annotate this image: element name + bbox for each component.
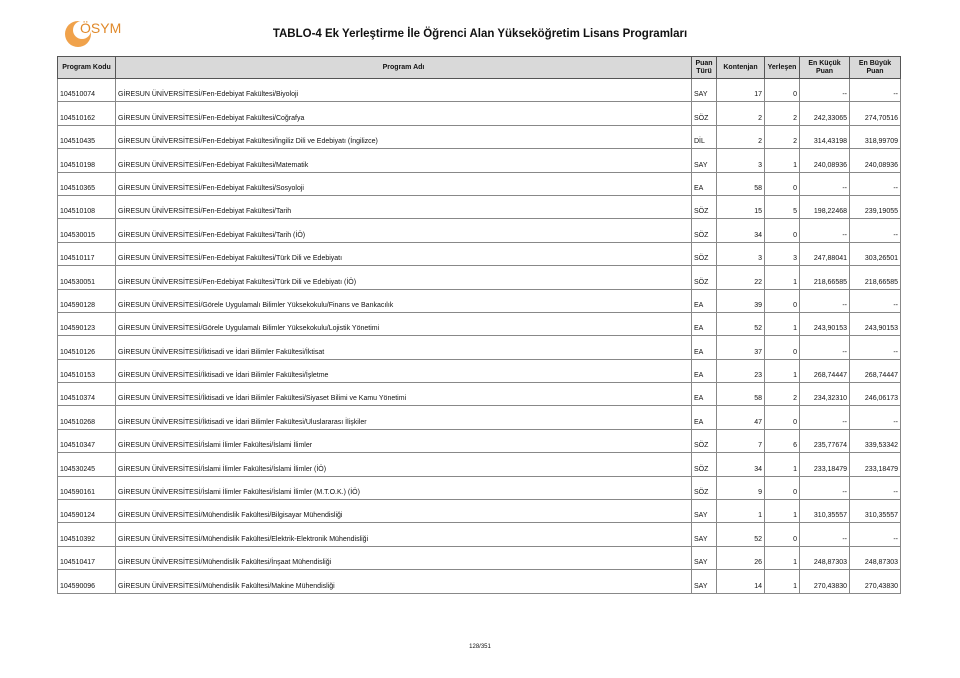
cell-score-type: SÖZ <box>692 453 717 476</box>
cell-score-type: SAY <box>692 500 717 523</box>
cell-program-name: GİRESUN ÜNİVERSİTESİ/İktisadi ve İdari Bilimler Fakültesi/İktisat <box>116 336 692 359</box>
cell-quota: 22 <box>717 266 765 289</box>
cell-max-score: 233,18479 <box>850 453 901 476</box>
cell-program-code: 104530051 <box>58 266 116 289</box>
table-row <box>58 406 901 429</box>
cell-score-type: SAY <box>692 570 717 593</box>
cell-program-name: GİRESUN ÜNİVERSİTESİ/İktisadi ve İdari Bilimler Fakültesi/Siyaset Bilimi ve Kamu Yönetimi <box>116 383 692 406</box>
cell-program-code: 104510365 <box>58 172 116 195</box>
col-header-program-code: Program Kodu <box>58 57 116 79</box>
cell-score-type: EA <box>692 406 717 429</box>
cell-quota: 1 <box>717 500 765 523</box>
cell-quota: 58 <box>717 172 765 195</box>
table-row <box>58 312 901 335</box>
cell-program-code: 104590096 <box>58 570 116 593</box>
cell-min-score: 243,90153 <box>800 312 850 335</box>
cell-program-name: GİRESUN ÜNİVERSİTESİ/İktisadi ve İdari Bilimler Fakültesi/İşletme <box>116 359 692 382</box>
cell-program-code: 104510162 <box>58 102 116 125</box>
cell-score-type: SÖZ <box>692 195 717 218</box>
programs-table <box>57 56 901 594</box>
cell-program-code: 104510374 <box>58 383 116 406</box>
table-row <box>58 242 901 265</box>
cell-min-score: -- <box>800 289 850 312</box>
page-title: TABLO-4 Ek Yerleştirme İle Öğrenci Alan Yükseköğretim Lisans Programları <box>272 28 688 40</box>
cell-min-score: -- <box>800 523 850 546</box>
cell-min-score: 310,35557 <box>800 500 850 523</box>
cell-score-type: EA <box>692 383 717 406</box>
cell-min-score: -- <box>800 79 850 102</box>
cell-quota: 37 <box>717 336 765 359</box>
cell-program-name: GİRESUN ÜNİVERSİTESİ/İktisadi ve İdari Bilimler Fakültesi/Uluslararası İlişkiler <box>116 406 692 429</box>
cell-score-type: SÖZ <box>692 102 717 125</box>
cell-program-code: 104590161 <box>58 476 116 499</box>
cell-placed: 1 <box>765 453 800 476</box>
cell-program-code: 104510347 <box>58 429 116 452</box>
cell-max-score: -- <box>850 289 901 312</box>
cell-program-code: 104510126 <box>58 336 116 359</box>
cell-max-score: -- <box>850 219 901 242</box>
cell-max-score: 240,08936 <box>850 149 901 172</box>
cell-program-name: GİRESUN ÜNİVERSİTESİ/Mühendislik Fakültesi/Makine Mühendisliği <box>116 570 692 593</box>
cell-score-type: EA <box>692 289 717 312</box>
cell-program-name: GİRESUN ÜNİVERSİTESİ/Mühendislik Fakültesi/İnşaat Mühendisliği <box>116 546 692 569</box>
cell-placed: 2 <box>765 383 800 406</box>
cell-program-name: GİRESUN ÜNİVERSİTESİ/Fen-Edebiyat Fakültesi/Türk Dili ve Edebiyatı <box>116 242 692 265</box>
cell-max-score: 243,90153 <box>850 312 901 335</box>
cell-program-code: 104510435 <box>58 125 116 148</box>
cell-min-score: -- <box>800 476 850 499</box>
cell-program-code: 104590123 <box>58 312 116 335</box>
cell-max-score: 218,66585 <box>850 266 901 289</box>
table-row <box>58 570 901 593</box>
cell-program-name: GİRESUN ÜNİVERSİTESİ/Fen-Edebiyat Fakültesi/Tarih (İÖ) <box>116 219 692 242</box>
cell-placed: 0 <box>765 172 800 195</box>
col-header-max-score: En Büyük Puan <box>850 57 901 79</box>
cell-max-score: 310,35557 <box>850 500 901 523</box>
cell-placed: 0 <box>765 476 800 499</box>
cell-program-code: 104530245 <box>58 453 116 476</box>
cell-quota: 52 <box>717 312 765 335</box>
col-header-placed: Yerleşen <box>765 57 800 79</box>
cell-program-code: 104590128 <box>58 289 116 312</box>
cell-placed: 0 <box>765 523 800 546</box>
cell-program-name: GİRESUN ÜNİVERSİTESİ/Mühendislik Fakültesi/Bilgisayar Mühendisliği <box>116 500 692 523</box>
table-row <box>58 476 901 499</box>
cell-placed: 1 <box>765 500 800 523</box>
cell-score-type: SAY <box>692 546 717 569</box>
cell-program-code: 104510117 <box>58 242 116 265</box>
cell-program-name: GİRESUN ÜNİVERSİTESİ/İslami İlimler Fakültesi/İslami İlimler (M.T.O.K.) (İÖ) <box>116 476 692 499</box>
cell-max-score: 339,53342 <box>850 429 901 452</box>
table-row <box>58 429 901 452</box>
cell-min-score: -- <box>800 336 850 359</box>
cell-placed: 1 <box>765 359 800 382</box>
cell-quota: 34 <box>717 453 765 476</box>
cell-quota: 26 <box>717 546 765 569</box>
cell-min-score: 198,22468 <box>800 195 850 218</box>
cell-placed: 0 <box>765 336 800 359</box>
cell-quota: 15 <box>717 195 765 218</box>
cell-score-type: EA <box>692 359 717 382</box>
cell-program-name: GİRESUN ÜNİVERSİTESİ/Fen-Edebiyat Fakültesi/Biyoloji <box>116 79 692 102</box>
cell-program-name: GİRESUN ÜNİVERSİTESİ/Görele Uygulamalı Bilimler Yüksekokulu/Lojistik Yönetimi <box>116 312 692 335</box>
cell-placed: 1 <box>765 312 800 335</box>
cell-program-code: 104530015 <box>58 219 116 242</box>
cell-score-type: EA <box>692 336 717 359</box>
cell-max-score: 246,06173 <box>850 383 901 406</box>
cell-min-score: 240,08936 <box>800 149 850 172</box>
cell-max-score: -- <box>850 406 901 429</box>
cell-program-code: 104510392 <box>58 523 116 546</box>
cell-quota: 58 <box>717 383 765 406</box>
cell-program-code: 104510417 <box>58 546 116 569</box>
cell-placed: 0 <box>765 79 800 102</box>
cell-placed: 6 <box>765 429 800 452</box>
cell-program-code: 104510268 <box>58 406 116 429</box>
table-row <box>58 359 901 382</box>
col-header-score-type: Puan Türü <box>692 57 717 79</box>
cell-quota: 9 <box>717 476 765 499</box>
cell-program-code: 104510108 <box>58 195 116 218</box>
cell-min-score: 235,77674 <box>800 429 850 452</box>
cell-min-score: -- <box>800 406 850 429</box>
cell-min-score: -- <box>800 219 850 242</box>
cell-min-score: 270,43830 <box>800 570 850 593</box>
logo-text: ÖSYM <box>80 20 122 36</box>
cell-score-type: SÖZ <box>692 266 717 289</box>
cell-score-type: EA <box>692 312 717 335</box>
cell-score-type: SÖZ <box>692 242 717 265</box>
cell-max-score: -- <box>850 476 901 499</box>
cell-program-name: GİRESUN ÜNİVERSİTESİ/Fen-Edebiyat Fakültesi/Matematik <box>116 149 692 172</box>
cell-min-score: 234,32310 <box>800 383 850 406</box>
table-body <box>58 79 901 594</box>
cell-max-score: 274,70516 <box>850 102 901 125</box>
cell-program-name: GİRESUN ÜNİVERSİTESİ/Fen-Edebiyat Fakültesi/Türk Dili ve Edebiyatı (İÖ) <box>116 266 692 289</box>
table-row <box>58 79 901 102</box>
cell-program-name: GİRESUN ÜNİVERSİTESİ/Görele Uygulamalı Bilimler Yüksekokulu/Finans ve Bankacılık <box>116 289 692 312</box>
table-row <box>58 266 901 289</box>
table-row <box>58 219 901 242</box>
cell-min-score: 218,66585 <box>800 266 850 289</box>
cell-score-type: SAY <box>692 523 717 546</box>
cell-placed: 0 <box>765 289 800 312</box>
col-header-program-name: Program Adı <box>116 57 692 79</box>
cell-placed: 2 <box>765 102 800 125</box>
cell-quota: 7 <box>717 429 765 452</box>
cell-placed: 0 <box>765 219 800 242</box>
col-header-min-score: En Küçük Puan <box>800 57 850 79</box>
cell-program-code: 104590124 <box>58 500 116 523</box>
cell-quota: 47 <box>717 406 765 429</box>
cell-max-score: 303,26501 <box>850 242 901 265</box>
cell-min-score: -- <box>800 172 850 195</box>
cell-min-score: 233,18479 <box>800 453 850 476</box>
cell-program-name: GİRESUN ÜNİVERSİTESİ/İslami İlimler Fakültesi/İslami İlimler (İÖ) <box>116 453 692 476</box>
table-row <box>58 453 901 476</box>
cell-score-type: SAY <box>692 79 717 102</box>
cell-min-score: 268,74447 <box>800 359 850 382</box>
cell-score-type: SÖZ <box>692 476 717 499</box>
table-row <box>58 289 901 312</box>
cell-program-name: GİRESUN ÜNİVERSİTESİ/Fen-Edebiyat Fakültesi/Tarih <box>116 195 692 218</box>
cell-min-score: 242,33065 <box>800 102 850 125</box>
cell-program-name: GİRESUN ÜNİVERSİTESİ/İslami İlimler Fakültesi/İslami İlimler <box>116 429 692 452</box>
page-number: 128/351 <box>469 644 491 650</box>
cell-max-score: 268,74447 <box>850 359 901 382</box>
cell-max-score: -- <box>850 336 901 359</box>
cell-score-type: SÖZ <box>692 219 717 242</box>
table-header-row <box>58 57 901 79</box>
cell-min-score: 248,87303 <box>800 546 850 569</box>
cell-max-score: -- <box>850 523 901 546</box>
cell-placed: 5 <box>765 195 800 218</box>
cell-placed: 1 <box>765 570 800 593</box>
table-row <box>58 383 901 406</box>
table-row <box>58 195 901 218</box>
cell-quota: 2 <box>717 102 765 125</box>
cell-quota: 23 <box>717 359 765 382</box>
cell-score-type: DİL <box>692 125 717 148</box>
cell-min-score: 247,88041 <box>800 242 850 265</box>
cell-program-name: GİRESUN ÜNİVERSİTESİ/Fen-Edebiyat Fakültesi/İngiliz Dili ve Edebiyatı (İngilizce) <box>116 125 692 148</box>
cell-score-type: SÖZ <box>692 429 717 452</box>
cell-quota: 14 <box>717 570 765 593</box>
cell-max-score: 248,87303 <box>850 546 901 569</box>
cell-max-score: 270,43830 <box>850 570 901 593</box>
cell-quota: 34 <box>717 219 765 242</box>
table-row <box>58 172 901 195</box>
cell-quota: 3 <box>717 149 765 172</box>
cell-score-type: SAY <box>692 149 717 172</box>
table-row <box>58 149 901 172</box>
table-row <box>58 500 901 523</box>
table-row <box>58 546 901 569</box>
cell-quota: 17 <box>717 79 765 102</box>
cell-placed: 1 <box>765 546 800 569</box>
cell-program-name: GİRESUN ÜNİVERSİTESİ/Fen-Edebiyat Fakültesi/Coğrafya <box>116 102 692 125</box>
cell-max-score: -- <box>850 79 901 102</box>
cell-max-score: -- <box>850 172 901 195</box>
table-row <box>58 523 901 546</box>
cell-placed: 1 <box>765 149 800 172</box>
cell-max-score: 239,19055 <box>850 195 901 218</box>
cell-placed: 1 <box>765 266 800 289</box>
cell-min-score: 314,43198 <box>800 125 850 148</box>
cell-program-code: 104510153 <box>58 359 116 382</box>
col-header-quota: Kontenjan <box>717 57 765 79</box>
cell-max-score: 318,99709 <box>850 125 901 148</box>
cell-program-code: 104510074 <box>58 79 116 102</box>
cell-placed: 2 <box>765 125 800 148</box>
cell-program-name: GİRESUN ÜNİVERSİTESİ/Fen-Edebiyat Fakültesi/Sosyoloji <box>116 172 692 195</box>
table-row <box>58 336 901 359</box>
cell-placed: 0 <box>765 406 800 429</box>
cell-score-type: EA <box>692 172 717 195</box>
table-row <box>58 125 901 148</box>
cell-quota: 52 <box>717 523 765 546</box>
table-row <box>58 102 901 125</box>
cell-placed: 3 <box>765 242 800 265</box>
cell-quota: 2 <box>717 125 765 148</box>
cell-quota: 39 <box>717 289 765 312</box>
cell-program-name: GİRESUN ÜNİVERSİTESİ/Mühendislik Fakültesi/Elektrik-Elektronik Mühendisliği <box>116 523 692 546</box>
cell-quota: 3 <box>717 242 765 265</box>
cell-program-code: 104510198 <box>58 149 116 172</box>
